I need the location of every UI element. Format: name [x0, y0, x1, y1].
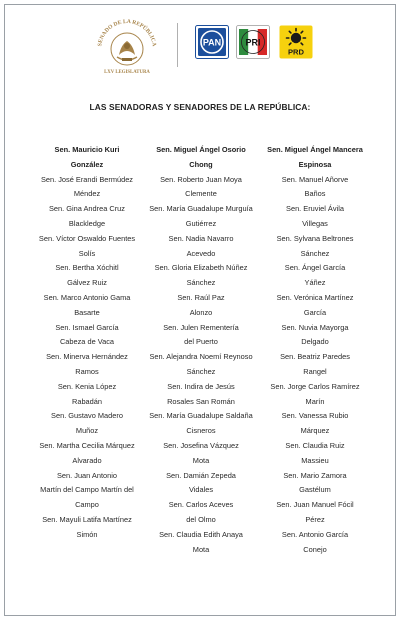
pri-party-logo: [236, 25, 270, 59]
senator-line: Sen. Bertha Xóchitl: [55, 263, 119, 273]
senator-line: Ramos: [75, 366, 99, 376]
senator-line: Sen. Damián Zepeda: [166, 470, 236, 480]
senator-line: Sen. Roberto Juan Moya: [160, 174, 242, 184]
senator-line: Marín: [305, 396, 325, 406]
senator-line: Mota: [192, 455, 210, 465]
senator-line: Sen. José Erandi Bermúdez: [40, 174, 134, 184]
senator-line: Sen. Marco Antonio Gama: [43, 292, 131, 302]
senator-line: Cisneros: [186, 426, 216, 436]
senator-line: Sen. Jorge Carlos Ramírez: [270, 381, 360, 391]
senator-line: Méndez: [73, 189, 101, 199]
senator-line: Sen. Claudia Ruiz: [285, 440, 345, 450]
senator-line: Rangel: [303, 366, 327, 376]
senator-line: Sen. Miguel Ángel Osorio: [156, 145, 246, 154]
senator-line: Conejo: [303, 544, 327, 554]
senator-line: Pérez: [305, 514, 325, 524]
senator-line: Muñoz: [75, 426, 99, 436]
senator-line: Gálvez Ruiz: [67, 278, 107, 288]
senator-line: González: [70, 159, 104, 169]
senator-line: Sen. Minerva Hernández: [46, 352, 128, 362]
document-heading: LAS SENADORAS Y SENADORES DE LA REPÚBLICA:: [89, 102, 311, 112]
prd-party-logo: [279, 25, 313, 59]
senator-line: Sen. Carlos Aceves: [168, 500, 234, 510]
document-page: [4, 4, 396, 616]
senator-line: Sen. Vanessa Rubio: [281, 411, 349, 421]
senator-line: Sen. Mayuli Latifa Martínez: [42, 514, 132, 524]
senators-column-1: [31, 143, 143, 557]
senator-line: Sen. Eruviel Ávila: [286, 204, 344, 214]
senator-line: Sen. Josefina Vázquez: [163, 440, 239, 450]
senator-line: Sen. Raúl Paz: [177, 292, 225, 302]
senator-line: Espinosa: [298, 159, 332, 169]
senator-line: Sen. Mario Zamora: [283, 470, 347, 480]
senator-line: Sen. María Guadalupe Saldaña: [149, 411, 253, 421]
pan-logo-text: PAN: [202, 37, 222, 48]
senator-line: Sen. Nuvia Mayorga: [281, 322, 349, 332]
senator-line: Massieu: [301, 455, 329, 465]
header-divider: [177, 23, 178, 67]
senator-line: Sánchez: [300, 248, 330, 258]
senator-line: Sen. Antonio García: [281, 529, 349, 539]
pan-party-logo: [195, 25, 229, 59]
senator-line: Sen. Ismael García: [55, 322, 119, 332]
senator-line: Basarte: [74, 307, 100, 317]
senator-line: Rabadán: [72, 396, 102, 406]
senator-line: Gastélum: [299, 485, 331, 495]
senator-line: Sen. Beatriz Paredes: [280, 352, 350, 362]
senator-line: Sen. Mauricio Kuri: [54, 145, 120, 154]
seal-bottom-text: LXV LEGISLATURA: [104, 70, 150, 75]
senator-line: Clemente: [185, 189, 217, 199]
senator-line: Martín del Campo Martín del Campo: [40, 485, 134, 510]
senator-line: Blackledge: [68, 218, 106, 228]
senator-line: Baños: [304, 189, 326, 199]
senator-line: Simón: [76, 529, 98, 539]
senator-line: Sen. Víctor Oswaldo Fuentes: [38, 233, 136, 243]
senator-line: Sen. Miguel Ángel Mancera: [267, 145, 363, 154]
senator-line: Delgado: [301, 337, 329, 347]
prd-logo-text: PRD: [287, 47, 305, 57]
senator-line: Sen. Indira de Jesús: [167, 381, 235, 391]
letterhead: [5, 15, 395, 75]
senator-line: Sánchez: [186, 366, 216, 376]
senator-line: Sen. Kenia López: [57, 381, 117, 391]
senator-line: Villegas: [302, 218, 328, 228]
senator-line: Yáñez: [304, 278, 326, 288]
senator-line: Sen. Juan Manuel Fócil: [276, 500, 354, 510]
pri-logo-text: PRI: [245, 37, 261, 48]
senator-line: Sen. Manuel Añorve: [281, 174, 349, 184]
senator-line: Sen. Martha Cecilia Márquez: [39, 440, 135, 450]
senate-seal-logo: [91, 17, 163, 77]
senator-line: Solís: [78, 248, 96, 258]
senator-line: Sen. Gina Andrea Cruz: [48, 204, 125, 214]
senator-line: Sen. Gloria Elizabeth Núñez: [154, 263, 248, 273]
senator-line: Sen. Claudia Edith Anaya: [159, 529, 243, 539]
senator-line: Sen. Sylvana Beltrones: [276, 233, 354, 243]
senator-line: Acevedo: [186, 248, 216, 258]
senator-line: Sen. Gustavo Madero: [51, 411, 123, 421]
senator-line: Márquez: [300, 426, 330, 436]
senator-line: Mota: [192, 544, 210, 554]
senator-line: Sen. Ángel García: [284, 263, 346, 273]
senator-line: Sen. Verónica Martínez: [276, 292, 354, 302]
seal-top-text: SENADO DE LA REPÚBLICA: [97, 18, 157, 47]
senator-line: García: [303, 307, 327, 317]
senator-line: Sen. Juan Antonio: [57, 470, 117, 480]
senator-line: Alvarado: [72, 455, 102, 465]
senator-line: Sen. Nadia Navarro: [168, 233, 234, 243]
senators-column-3: [259, 143, 371, 557]
senator-line: Sen. Alejandra Noemí Reynoso: [149, 352, 253, 362]
senators-column-2: [145, 143, 257, 557]
senators-columns: [31, 143, 371, 557]
senator-line: Sen. María Guadalupe Murguía: [149, 204, 253, 214]
senator-line: Rosales San Román: [167, 396, 235, 406]
senator-line: del Olmo: [186, 514, 216, 524]
senator-line: Sen. Julen Rementería: [163, 322, 239, 332]
senator-line: Chong: [189, 159, 213, 169]
senator-line: Alonzo: [189, 307, 213, 317]
senator-line: Sánchez: [186, 278, 216, 288]
senator-line: del Puerto: [184, 337, 218, 347]
senator-line: Cabeza de Vaca: [59, 337, 115, 347]
senator-line: Gutiérrez: [185, 218, 217, 228]
senator-line: Vidales: [188, 485, 214, 495]
